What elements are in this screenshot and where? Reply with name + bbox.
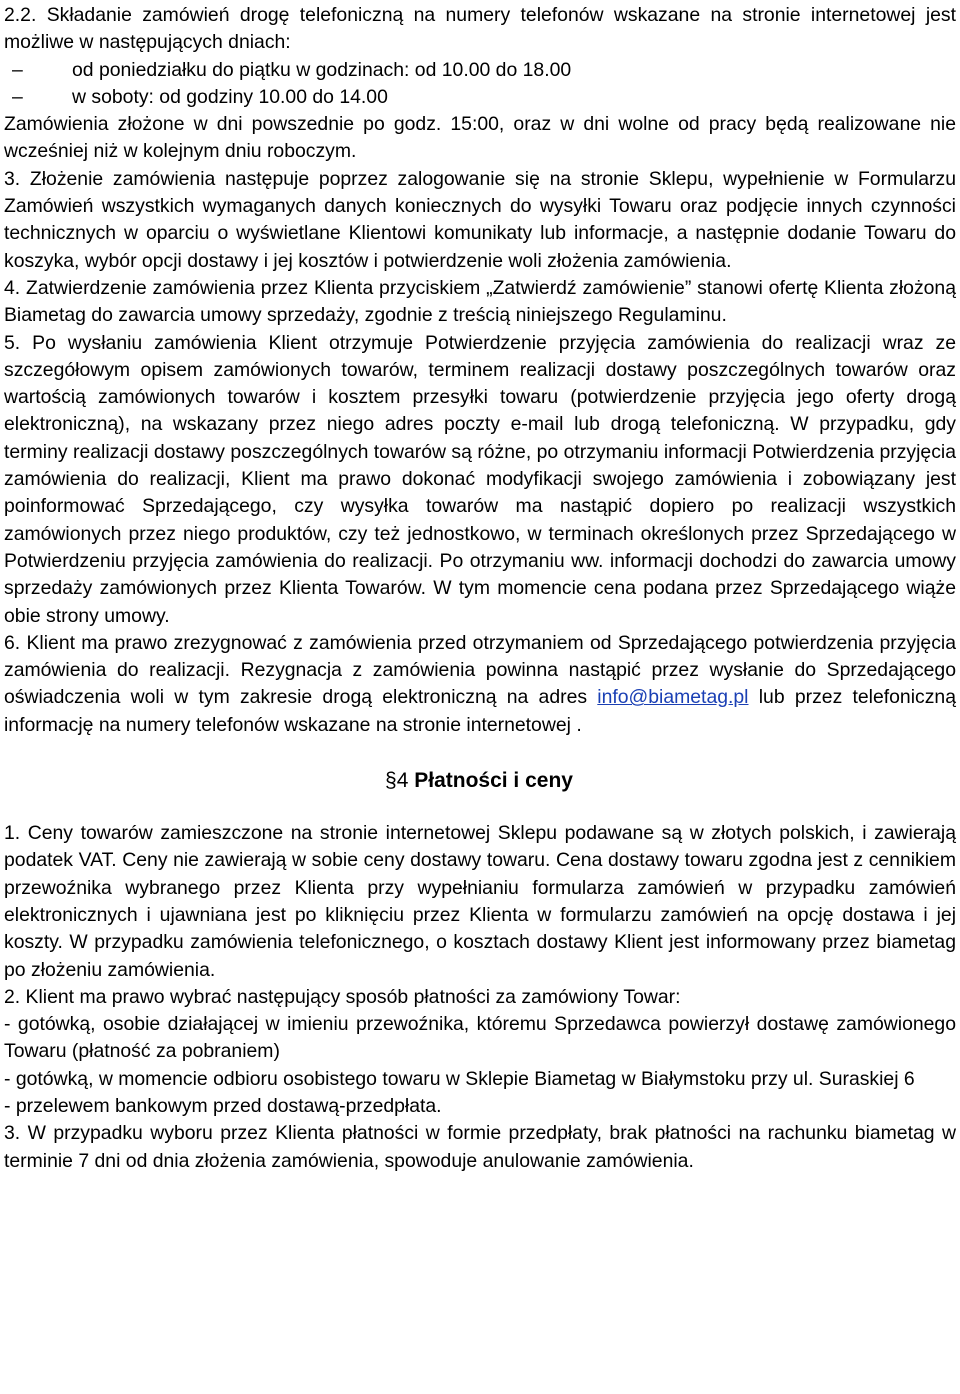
- paragraph-6-text: 6. Klient ma prawo zrezygnować z zamówienia przed otrzymaniem od Sprzedającego potwierdzenia przyjęcia zamówienia do realizacji. Rezygnacja z zamówienia powinna nastąpić przez wysłanie do Sprzedającego oświadczenia woli w tym zakresie drogą elektroniczną na adres: [4, 631, 956, 709]
- orders-after-hours-note: Zamówienia złożone w dni powszednie po godz. 15:00, oraz w dni wolne od pracy będą realizowane nie wcześniej niż w kolejnym dniu roboczym.: [4, 113, 956, 163]
- section-4-paragraph-1: 1. Ceny towarów zamieszczone na stronie internetowej Sklepu podawane są w złotych polskich, i zawierają podatek VAT. Ceny nie zawierają w sobie ceny dostawy towaru. Cena dostawy towaru zgodna jest z cennikiem przewoźnika wybranego przez Klienta przy wypełnianiu formularza zamówień w przypadku zamówień elektronicznych i ujawniana jest po kliknięciu przez Klienta w formularzu zamówień na opcję dostawa i jej koszty. W przypadku zamówienia telefonicznego, o kosztach dostawy Klient jest informowany przez biametag po złożeniu zamówienia.: [4, 822, 956, 981]
- payment-option: - gotówką, w momencie odbioru osobistego towaru w Sklepie Biametag w Białymstoku przy ul. Suraskiej 6: [4, 1067, 915, 1090]
- paragraph-6-text-end: lub przez telefoniczną informację na numery telefonów wskazane na stronie internetowej .: [4, 686, 956, 736]
- section-title: Płatności i ceny: [414, 769, 573, 793]
- dash-bullet: –: [12, 58, 23, 81]
- payment-option: - przelewem bankowym przed dostawą-przedpłata.: [4, 1094, 442, 1117]
- section-4-paragraph-3: 3. W przypadku wyboru przez Klienta płatności w formie przedpłaty, brak płatności na rachunku biametag w terminie 7 dni od dnia złożenia zamówienia, spowoduje anulowanie zamówienia.: [4, 1122, 956, 1172]
- hours-list-item: [4, 84, 956, 111]
- paragraph-4: 4. Zatwierdzenie zamówienia przez Klienta przyciskiem „Zatwierdź zamówienie” stanowi ofertę Klienta złożoną Biametag do zawarcia umowy sprzedaży, zgodnie z treścią niniejszego Regulaminu.: [4, 276, 956, 327]
- hours-list-item: [4, 57, 956, 84]
- section-2-2-intro: 2.2. Składanie zamówień drogę telefoniczną na numery telefonów wskazane na stronie internetowej jest możliwe w następujących dniach:: [4, 4, 956, 54]
- payment-option: - gotówką, osobie działającej w imieniu przewoźnika, któremu Sprzedawca powierzył dostawę zamówionego Towaru (płatność za pobraniem): [4, 1013, 956, 1063]
- dash-bullet: –: [12, 85, 23, 108]
- section-4-paragraph-2-intro: 2. Klient ma prawo wybrać następujący sposób płatności za zamówiony Towar:: [4, 985, 681, 1008]
- email-link[interactable]: info@biametag.pl: [597, 686, 749, 709]
- saturday-hours: w soboty: od godziny 10.00 do 14.00: [72, 85, 388, 108]
- paragraph-5: 5. Po wysłaniu zamówienia Klient otrzymuje Potwierdzenie przyjęcia zamówienia do realizacji wraz ze szczegółowym opisem zamówionych towarów, terminem realizacji dostawy poszczególnych towarów oraz wartością zamówionych towarów i kosztem przesyłki towaru (potwierdzenie przyjęcia jego oferty drogą elektroniczną), na wskazany przez niego adres poczty e-mail lub drogą telefoniczną. W przypadku, gdy terminy realizacji dostawy poszczególnych towarów są różne, po otrzymaniu informacji Potwierdzenia przyjęcia zamówienia do realizacji, Klient ma prawo dokonać modyfikacji swojego zamówienia i zobowiązany jest poinformować Sprzedającego, czy wysyłka towarów ma nastąpić dopiero po realizacji wszystkich zamówionych przez niego produktów, czy też jednostkowo, w terminach określonych przez Sprzedającego w Potwierdzeniu przyjęcia zamówienia do realizacji. Po otrzymaniu ww. informacji dochodzi do zawarcia umowy sprzedaży zamówionych przez Klienta Towarów. W tym momencie cena podana przez Sprzedającego wiąże obie strony umowy.: [4, 331, 956, 627]
- paragraph-6: [4, 630, 956, 739]
- weekday-hours: od poniedziałku do piątku w godzinach: od 10.00 do 18.00: [72, 58, 572, 81]
- section-number: §4: [385, 769, 415, 793]
- paragraph-3: 3. Złożenie zamówienia następuje poprzez zalogowanie się na stronie Sklepu, wypełnienie w Formularzu Zamówień wszystkich wymaganych danych koniecznych do wysyłki Towaru oraz podjęcie innych czynności technicznych w oparciu o wyświetlane Klientowi komunikaty lub informacje, a następnie dodanie Towaru do koszyka, wybór opcji dostawy i jej kosztów i potwierdzenie woli złożenia zamówienia.: [4, 167, 956, 272]
- section-4-heading: [4, 767, 956, 794]
